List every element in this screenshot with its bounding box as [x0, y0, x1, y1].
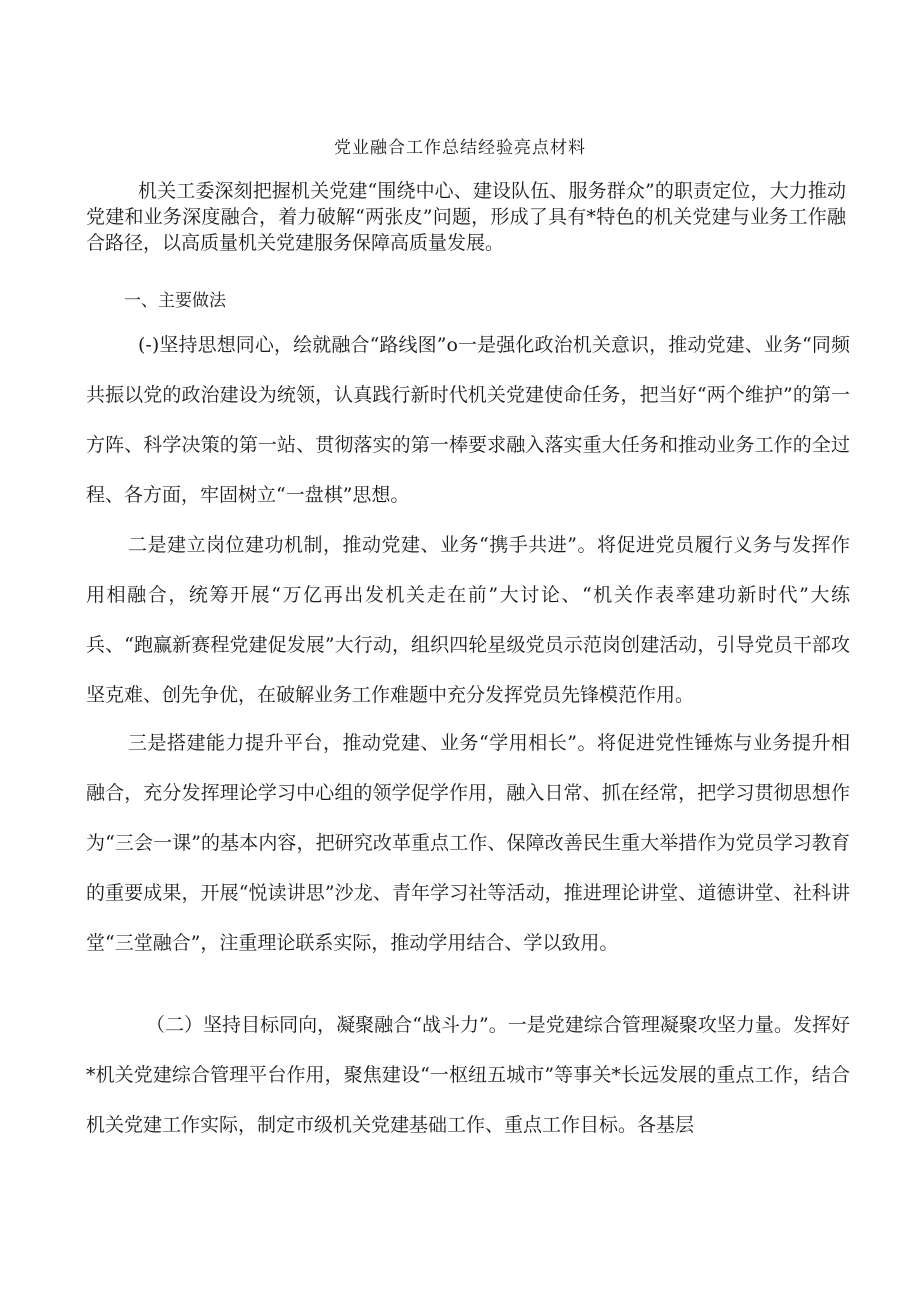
- section-heading: 一、主要做法: [124, 291, 226, 311]
- document-title: 党业融合工作总结经验亮点材料: [334, 138, 586, 158]
- paragraph-1: (-)坚持思想同心，绘就融合“路线图”o一是强化政治机关意识，推动党建、业务“同频共振以党的政治建设为统领，认真践行新时代机关党建使命任务，把当好“两个维护”的第一方阵、科学决策的第一站、贯彻落实的第一棒要求融入落实重大任务和推动业务工作的全过程、各方面，牢固树立“一盘棋”思想。: [86, 334, 850, 506]
- intro-paragraph: 机关工委深刻把握机关党建“围绕中心、建设队伍、服务群众”的职责定位，大力推动党建和业务深度融合，着力破解“两张皮”问题，形成了具有*特色的机关党建与业务工作融合路径，以高质量机关党建服务保障高质量发展。: [86, 180, 846, 254]
- paragraph-4: （二）坚持目标同向，凝聚融合“战斗力”。一是党建综合管理凝聚攻坚力量。发挥好*机关党建综合管理平台作用，聚焦建设“一枢纽五城市”等事关*长远发展的重点工作，结合机关党建工作实际，制定市级机关党建基础工作、重点工作目标。各基层: [86, 1014, 850, 1136]
- paragraph-3: 三是搭建能力提升平台，推动党建、业务“学用相长”。将促进党性锤炼与业务提升相融合，充分发挥理论学习中心组的领学促学作用，融入日常、抓在经常，把学习贯彻思想作为“三会一课”的基本内容，把研究改革重点工作、保障改善民生重大举措作为党员学习教育的重要成果，开展“悦读讲思”沙龙、青年学习社等活动，推进理论讲堂、道德讲堂、社科讲堂“三堂融合”，注重理论联系实际，推动学用结合、学以致用。: [86, 732, 850, 954]
- paragraph-2: 二是建立岗位建功机制，推动党建、业务“携手共进”。将促进党员履行义务与发挥作用相融合，统筹开展“万亿再出发机关走在前”大讨论、“机关作表率建功新时代”大练兵、“跑赢新赛程党建促发展”大行动，组织四轮星级党员示范岗创建活动，引导党员干部攻坚克难、创先争优，在破解业务工作难题中充分发挥党员先锋模范作用。: [86, 534, 850, 706]
